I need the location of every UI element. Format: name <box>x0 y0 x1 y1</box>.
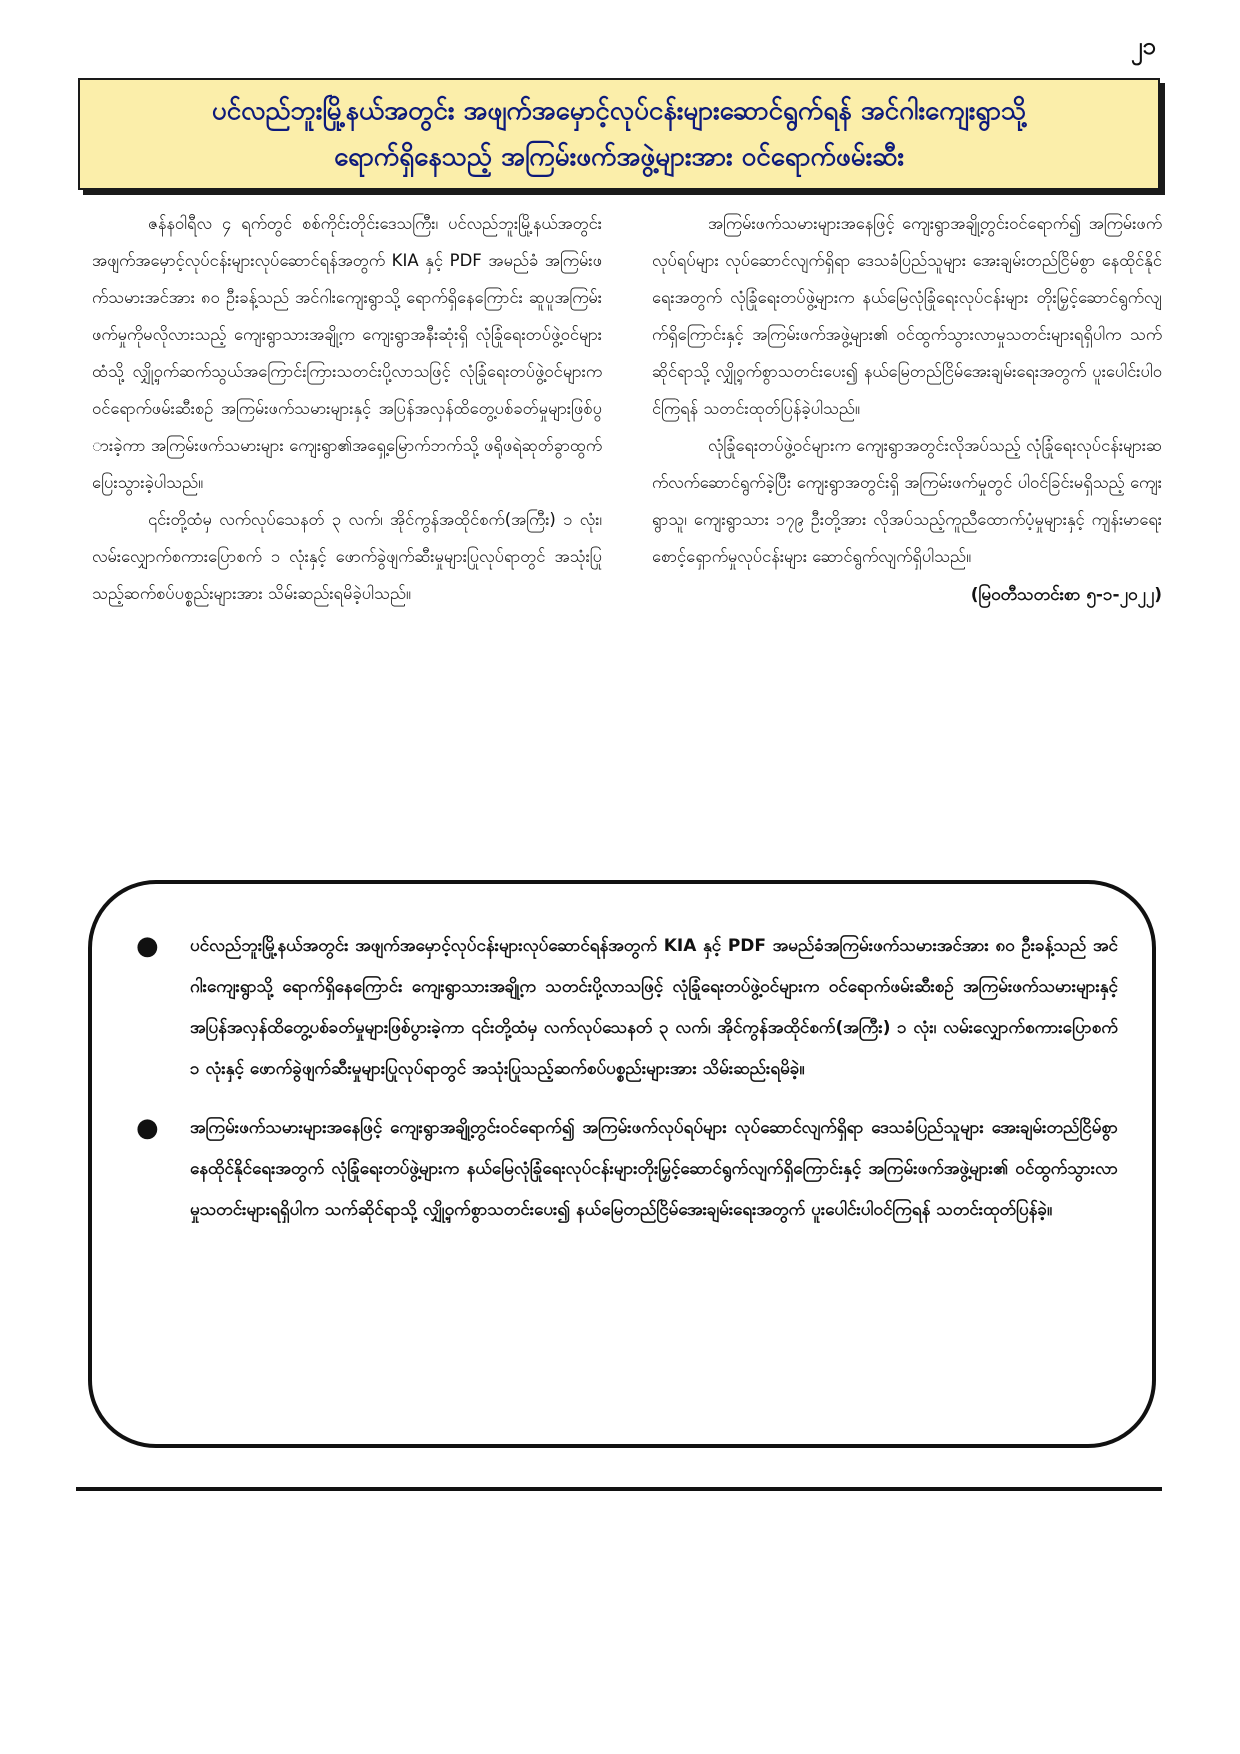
summary-text: ပင်လည်ဘူးမြို့နယ်အတွင်း အဖျက်အမှောင့်လုပ်ငန်းများလုပ်ဆောင်ရန်အတွက် KIA နှင့် PDF အမည်ခံအကြမ်းဖက်သမားအင်အား ၈၀ ဦးခန့်သည် အင်ဂါးကျေးရွာသို့ ရောက်ရှိနေကြောင်း ကျေးရွာသားအချို့က သတင်းပို့လာသဖြင့် လုံခြုံရေးတပ်ဖွဲ့ဝင်များက ဝင်ရောက်ဖမ်းဆီးစဉ် အကြမ်းဖက်သမားများနှင့် အပြန်အလှန်ထိတွေ့ပစ်ခတ်မှုများဖြစ်ပွားခဲ့ကာ ၎င်းတို့ထံမှ လက်လုပ်သေနတ် ၃ လက်၊ အိုင်ကွန်အထိုင်စက်(အကြီး) ၁ လုံး၊ လမ်းလျှောက်စကားပြောစက် ၁ လုံးနှင့် ဖောက်ခွဲဖျက်ဆီးမှုများပြုလုပ်ရာတွင် အသုံးပြုသည့်ဆက်စပ်ပစ္စည်းများအား သိမ်းဆည်းရမိခဲ့။ <box>190 936 1118 1079</box>
article-left-column <box>92 205 602 614</box>
headline-box <box>78 78 1160 190</box>
source-citation: (မြဝတီသတင်းစာ ၅-၁-၂၀၂၂) <box>970 585 1162 605</box>
summary-list <box>126 926 1118 1231</box>
bullet-icon: ● <box>136 931 159 961</box>
bottom-divider <box>76 1487 1162 1491</box>
headline-line-1: ပင်လည်ဘူးမြို့နယ်အတွင်း အဖျက်အမှောင့်လုပ်ငန်းများဆောင်ရွက်ရန် အင်ဂါးကျေးရွာသို့ <box>211 96 1027 126</box>
page-number: ၂၁ <box>1130 32 1156 60</box>
article-right-column <box>652 205 1162 614</box>
article-paragraph: လုံခြုံရေးတပ်ဖွဲ့ဝင်များက ကျေးရွာအတွင်းလိုအပ်သည့် လုံခြုံရေးလုပ်ငန်းများဆက်လက်ဆောင်ရွက်ခဲ့ပြီး ကျေးရွာအတွင်းရှိ အကြမ်းဖက်မှုတွင် ပါဝင်ခြင်းမရှိသည့် ကျေးရွာသူ၊ ကျေးရွာသား ၁၇၉ ဦးတို့အား လိုအပ်သည့်ကူညီထောက်ပံ့မှုများနှင့် ကျန်းမာရေးစောင့်ရှောက်မှုလုပ်ငန်းများ ဆောင်ရွက်လျက်ရှိပါသည်။ <box>652 436 1162 566</box>
summary-item <box>126 1108 1118 1231</box>
summary-item <box>126 926 1118 1090</box>
article-paragraph: အကြမ်းဖက်သမားများအနေဖြင့် ကျေးရွာအချို့တွင်းဝင်ရောက်၍ အကြမ်းဖက်လုပ်ရပ်များ လုပ်ဆောင်လျက်ရှိရာ ဒေသခံပြည်သူများ အေးချမ်းတည်ငြိမ်စွာ နေထိုင်နိုင်ရေးအတွက် လုံခြုံရေးတပ်ဖွဲ့များက နယ်မြေလုံခြုံရေးလုပ်ငန်းများ တိုးမြှင့်ဆောင်ရွက်လျက်ရှိကြောင်းနှင့် အကြမ်းဖက်အဖွဲ့များ၏ ဝင်ထွက်သွားလာမှုသတင်းများရရှိပါက သက်ဆိုင်ရာသို့ လျှို့ဝှက်စွာသတင်းပေး၍ နယ်မြေတည်ငြိမ်အေးချမ်းရေးအတွက် ပူးပေါင်းပါဝင်ကြရန် သတင်းထုတ်ပြန်ခဲ့ပါသည်။ <box>652 214 1162 418</box>
article-paragraph: ၎င်းတို့ထံမှ လက်လုပ်သေနတ် ၃ လက်၊ အိုင်ကွန်အထိုင်စက်(အကြီး) ၁ လုံး၊ လမ်းလျှောက်စကားပြောစက် ၁ လုံးနှင့် ဖောက်ခွဲဖျက်ဆီးမှုများပြုလုပ်ရာတွင် အသုံးပြုသည့်ဆက်စပ်ပစ္စည်းများအား သိမ်းဆည်းရမိခဲ့ပါသည်။ <box>92 510 602 603</box>
article-paragraph: ဇန်နဝါရီလ ၄ ရက်တွင် စစ်ကိုင်းတိုင်းဒေသကြီး၊ ပင်လည်ဘူးမြို့နယ်အတွင်း အဖျက်အမှောင့်လုပ်ငန်းများလုပ်ဆောင်ရန်အတွက် KIA နှင့် PDF အမည်ခံ အကြမ်းဖက်သမားအင်အား ၈၀ ဦးခန့်သည် အင်ဂါးကျေးရွာသို့ ရောက်ရှိနေကြောင်း ဆူပူအကြမ်းဖက်မှုကိုမလိုလားသည့် ကျေးရွာသားအချို့က ကျေးရွာအနီးဆုံးရှိ လုံခြုံရေးတပ်ဖွဲ့ဝင်များထံသို့ လျှို့ဝှက်ဆက်သွယ်အကြောင်းကြားသတင်းပို့လာသဖြင့် လုံခြုံရေးတပ်ဖွဲ့ဝင်များက ဝင်ရောက်ဖမ်းဆီးစဉ် အကြမ်းဖက်သမားများနှင့် အပြန်အလှန်ထိတွေ့ပစ်ခတ်မှုများဖြစ်ပွားခဲ့ကာ အကြမ်းဖက်သမားများ ကျေးရွာ၏အရှေ့မြောက်ဘက်သို့ ဖရိုဖရဲဆုတ်ခွာထွက်ပြေးသွားခဲ့ပါသည်။ <box>92 214 602 492</box>
article-body <box>92 205 1162 614</box>
summary-box <box>88 880 1156 1448</box>
headline-line-2: ရောက်ရှိနေသည့် အကြမ်းဖက်အဖွဲ့များအား ဝင်ရောက်ဖမ်းဆီး <box>334 142 904 172</box>
bullet-icon: ● <box>136 1113 159 1143</box>
summary-text: အကြမ်းဖက်သမားများအနေဖြင့် ကျေးရွာအချို့တွင်းဝင်ရောက်၍ အကြမ်းဖက်လုပ်ရပ်များ လုပ်ဆောင်လျက်ရှိရာ ဒေသခံပြည်သူများ အေးချမ်းတည်ငြိမ်စွာ နေထိုင်နိုင်ရေးအတွက် လုံခြုံရေးတပ်ဖွဲ့များက နယ်မြေလုံခြုံရေးလုပ်ငန်းများတိုးမြှင့်ဆောင်ရွက်လျက်ရှိကြောင်းနှင့် အကြမ်းဖက်အဖွဲ့များ၏ ဝင်ထွက်သွားလာမှုသတင်းများရရှိပါက သက်ဆိုင်ရာသို့ လျှို့ဝှက်စွာသတင်းပေး၍ နယ်မြေတည်ငြိမ်အေးချမ်းရေးအတွက် ပူးပေါင်းပါဝင်ကြရန် သတင်းထုတ်ပြန်ခဲ့။ <box>190 1118 1118 1220</box>
